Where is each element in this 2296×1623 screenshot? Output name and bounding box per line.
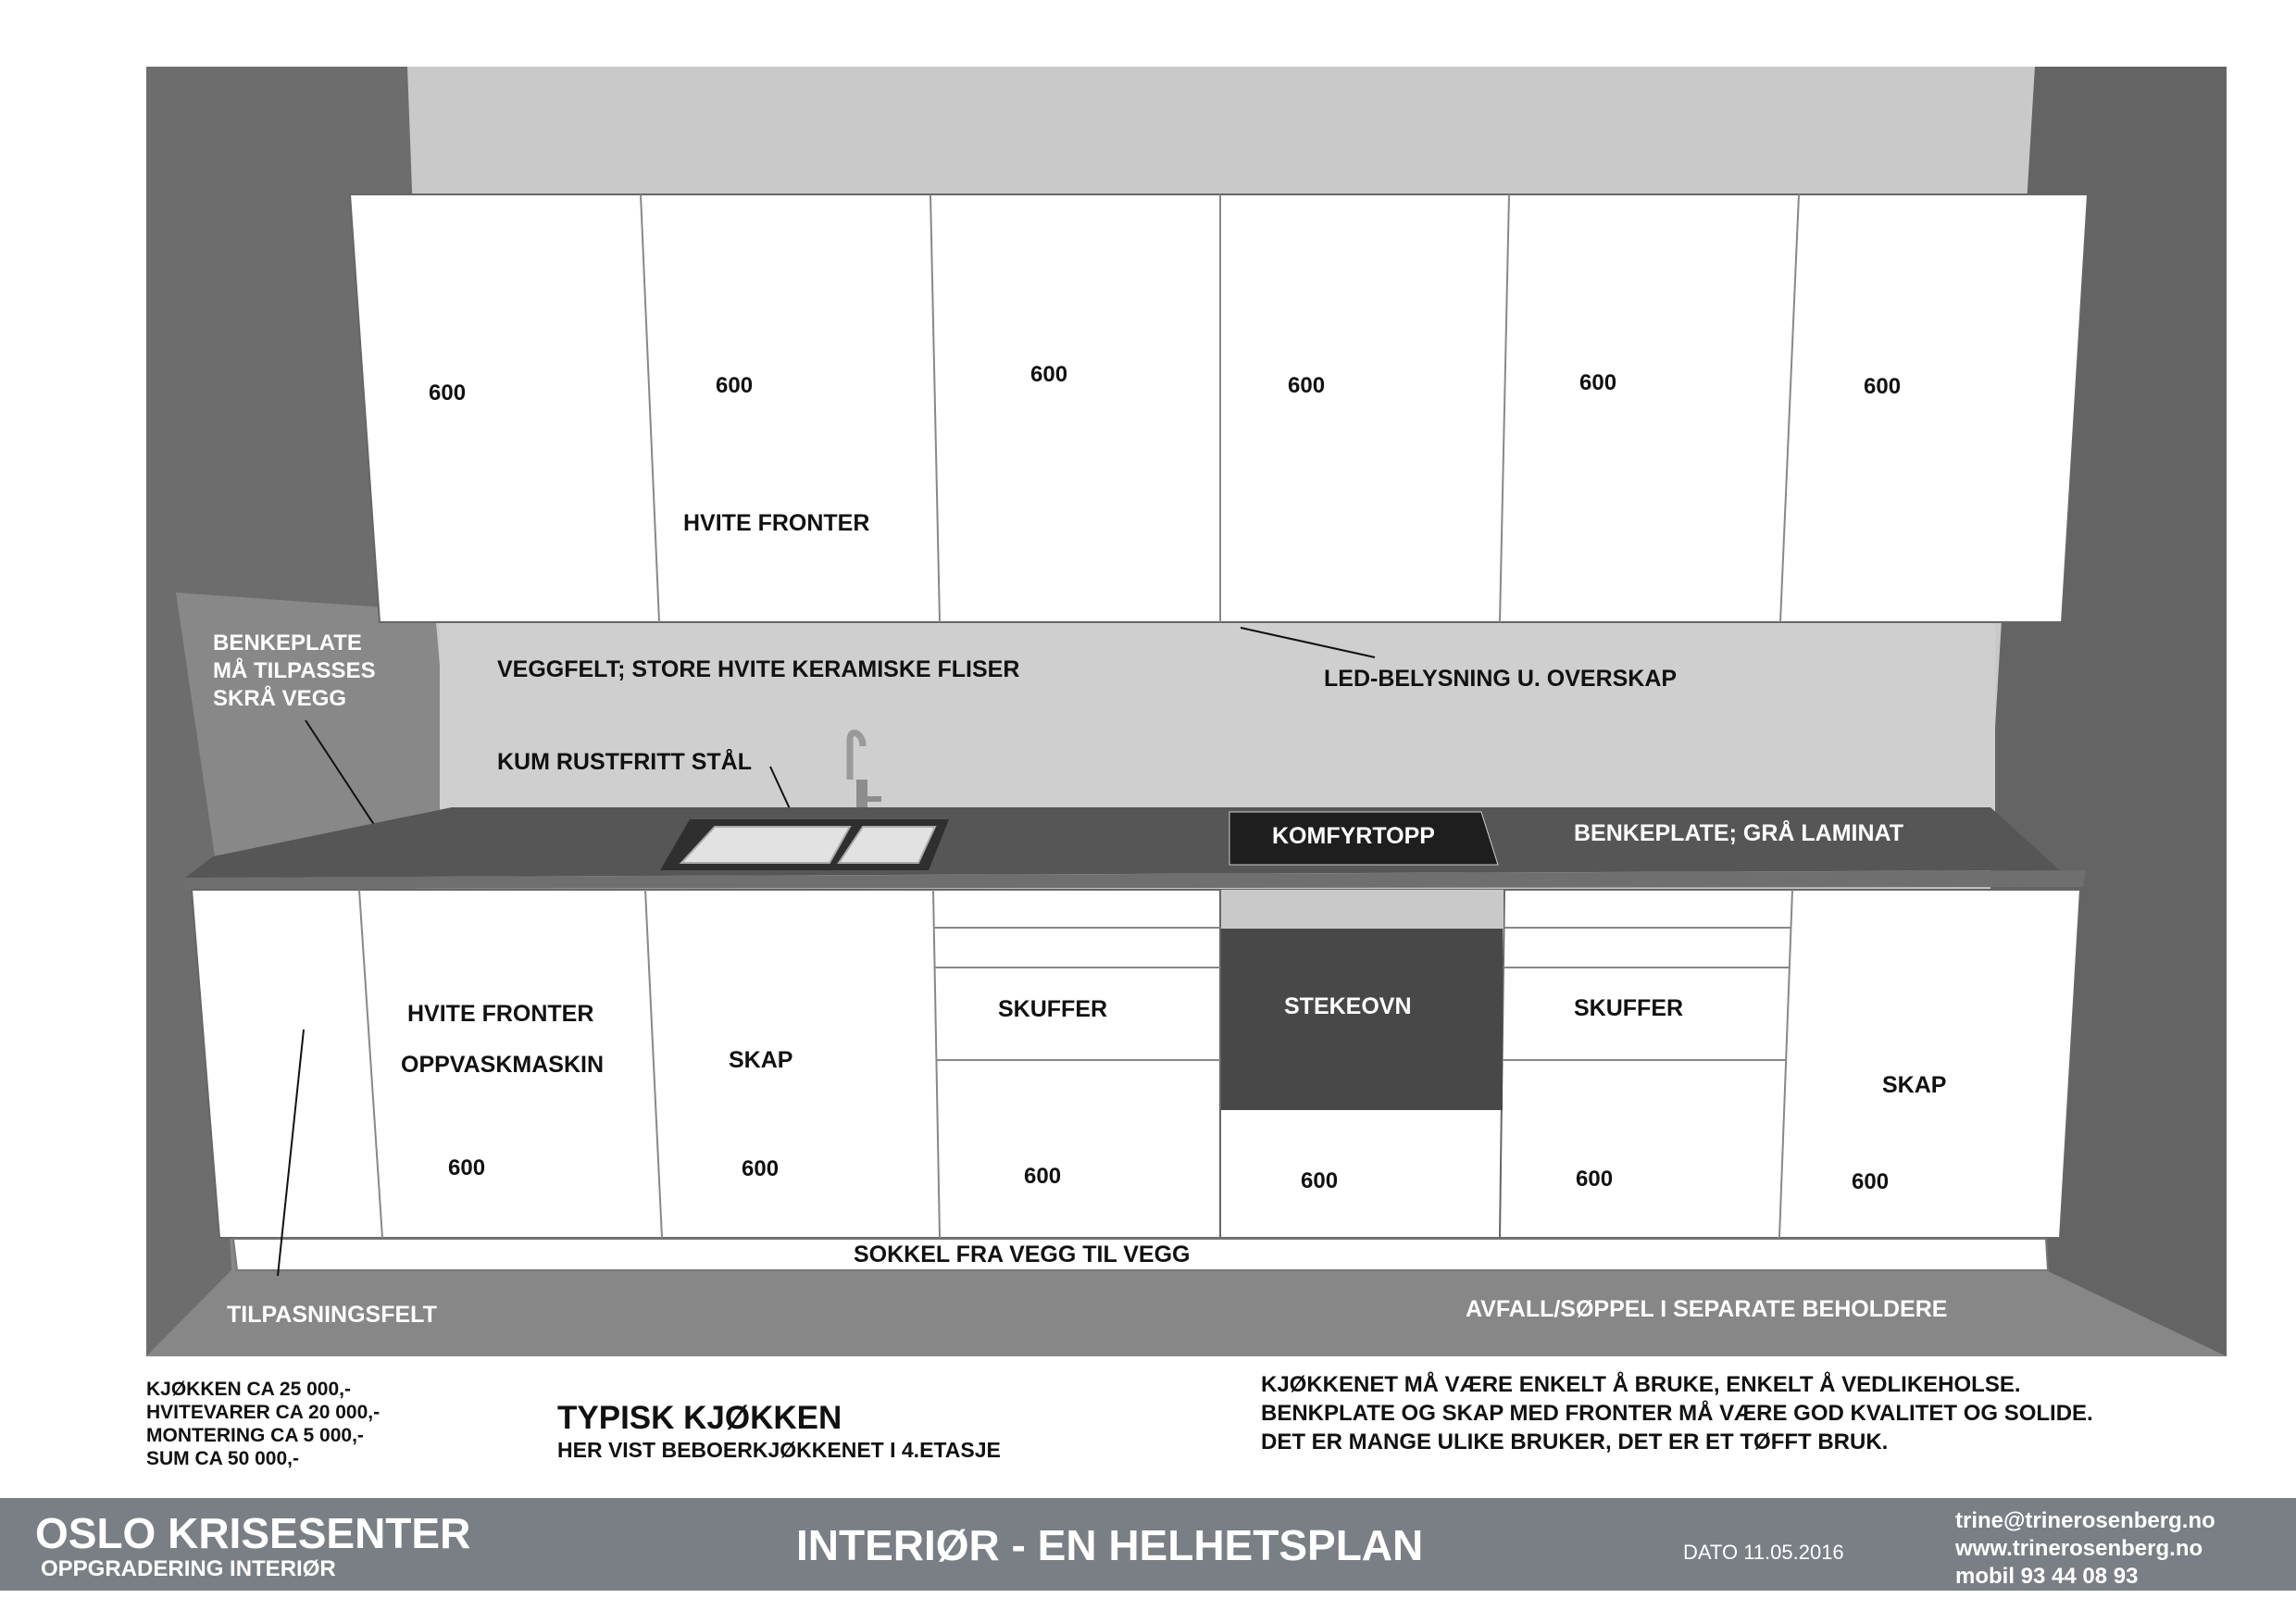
document-date: DATO 11.05.2016	[1683, 1541, 1844, 1564]
organization-subtitle: OPPGRADERING INTERIØR	[41, 1556, 336, 1581]
cabinet-label: SKAP	[729, 1047, 793, 1073]
backsplash-label: VEGGFELT; STORE HVITE KERAMISKE FLISER	[497, 656, 1020, 682]
caption-subtitle: HER VIST BEBOERKJØKKENET I 4.ETASJE	[557, 1438, 1001, 1462]
countertop-left-note-line: BENKEPLATE	[213, 630, 362, 655]
upper-front-label: HVITE FRONTER	[683, 510, 870, 536]
lower-width-label: 600	[1576, 1167, 1614, 1192]
plinth-label: SOKKEL FRA VEGG TIL VEGG	[854, 1242, 1191, 1267]
lower-width-label: 600	[1301, 1168, 1339, 1193]
contact-info	[1955, 1507, 2215, 1591]
lower-width-label: 600	[448, 1155, 486, 1180]
filler-label: TILPASNINGSFELT	[227, 1302, 437, 1328]
oven-gap	[1221, 890, 1504, 929]
cost-item: SUM CA 50 000,-	[146, 1448, 299, 1469]
upper-width-label: 600	[1030, 362, 1068, 387]
countertop-left-note-line: SKRÅ VEGG	[213, 686, 347, 711]
lower-width-label: 600	[1024, 1164, 1062, 1189]
lower-width-label: 600	[742, 1156, 780, 1181]
caption-title: TYPISK KJØKKEN	[557, 1400, 842, 1436]
upper-width-label: 600	[429, 381, 467, 406]
oven	[1221, 929, 1503, 1110]
countertop-label: BENKEPLATE; GRÅ LAMINAT	[1574, 820, 1903, 846]
upper-width-label: 600	[1288, 373, 1326, 398]
requirement-line: KJØKKENET MÅ VÆRE ENKELT Å BRUKE, ENKELT Å VEDLIKEHOLSE.	[1261, 1372, 2021, 1397]
contact-phone: mobil 93 44 08 93	[1955, 1564, 2139, 1589]
document-title: INTERIØR - EN HELHETSPLAN	[796, 1521, 1424, 1569]
drawers-label: SKUFFER	[1574, 995, 1684, 1021]
upper-width-label: 600	[1864, 374, 1902, 399]
lower-width-label: 600	[1852, 1169, 1890, 1194]
sink-label: KUM RUSTFRITT STÅL	[497, 749, 752, 775]
requirement-line: BENKPLATE OG SKAP MED FRONTER MÅ VÆRE GOD KVALITET OG SOLIDE.	[1261, 1401, 2093, 1426]
requirements-list	[1261, 1370, 2093, 1456]
faucet-handle	[867, 796, 881, 802]
waste-label: AVFALL/SØPPEL I SEPARATE BEHOLDERE	[1466, 1296, 1948, 1322]
drawing-caption	[557, 1400, 1001, 1463]
upper-width-label: 600	[716, 373, 754, 398]
cost-item: MONTERING CA 5 000,-	[146, 1425, 364, 1446]
backsplash	[440, 622, 1995, 812]
requirement-line: DET ER MANGE ULIKE BRUKER, DET ER ET TØFFT BRUK.	[1261, 1429, 1889, 1454]
oven-label: STEKEOVN	[1284, 993, 1412, 1019]
organization-name: OSLO KRISESENTER	[35, 1509, 471, 1557]
lower-front-label: HVITE FRONTER	[407, 1001, 594, 1027]
cost-item: KJØKKEN CA 25 000,-	[146, 1379, 351, 1400]
cooktop-label: KOMFYRTOPP	[1272, 823, 1435, 849]
drawers-label: SKUFFER	[998, 996, 1108, 1022]
footer-bar	[0, 1498, 2296, 1591]
led-label: LED-BELYSNING U. OVERSKAP	[1324, 666, 1678, 692]
cost-list	[146, 1378, 380, 1470]
countertop-left-note-line: MÅ TILPASSES	[213, 658, 376, 683]
upper-width-label: 600	[1579, 370, 1617, 395]
contact-email[interactable]: trine@trinerosenberg.no	[1955, 1508, 2215, 1533]
cost-item: HVITEVARER CA 20 000,-	[146, 1402, 381, 1423]
upper-cabinets	[350, 194, 2088, 622]
dishwasher-label: OPPVASKMASKIN	[401, 1052, 605, 1078]
contact-website[interactable]: www.trinerosenberg.no	[1955, 1536, 2203, 1561]
cabinet-label: SKAP	[1882, 1072, 1947, 1098]
